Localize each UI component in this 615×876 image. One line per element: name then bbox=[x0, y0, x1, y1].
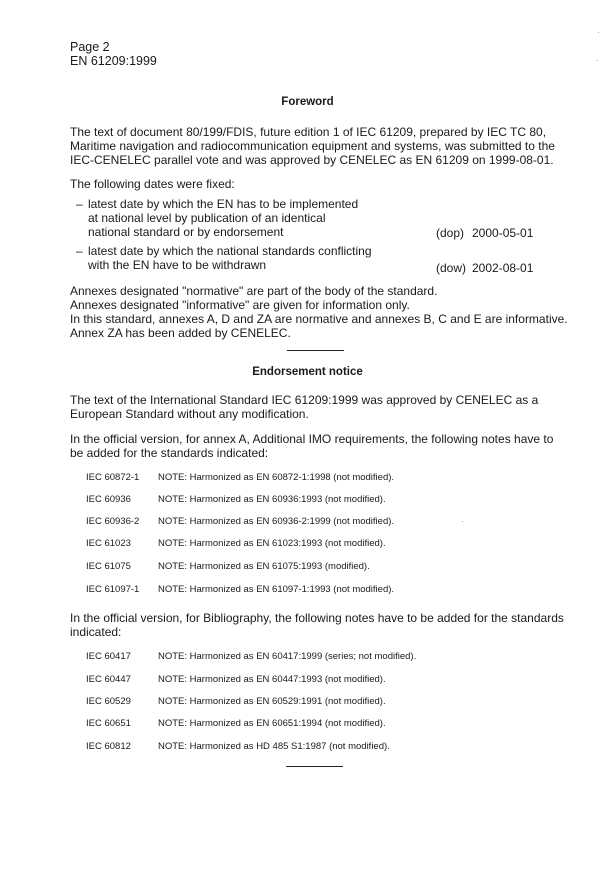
foreword-title: Foreword bbox=[281, 96, 334, 108]
section-divider bbox=[286, 766, 343, 767]
standard-id: IEC 61075 bbox=[86, 561, 131, 572]
date-value-dop: 2000-05-01 bbox=[472, 226, 534, 240]
text-line: Maritime navigation and radiocommunication equipment and systems, was submitted to the bbox=[70, 139, 555, 153]
endorsement-intro bbox=[70, 393, 565, 421]
text-line: Annex ZA has been added by CENELEC. bbox=[70, 326, 291, 340]
scan-mark: · bbox=[596, 56, 599, 65]
text-line: In this standard, annexes A, D and ZA are normative and annexes B, C and E are informative. bbox=[70, 312, 568, 326]
standard-id: IEC 60936 bbox=[86, 494, 131, 505]
text-line: Annexes designated "normative" are part of the body of the standard. bbox=[70, 284, 438, 298]
harmonization-note: NOTE: Harmonized as EN 60872-1:1998 (not modified). bbox=[158, 472, 395, 483]
endorsement-title: Endorsement notice bbox=[252, 366, 363, 378]
date-item-text bbox=[88, 197, 358, 239]
text-line: The text of the International Standard IEC 61209:1999 was approved by CENELEC as a bbox=[70, 393, 539, 407]
dash-bullet: – bbox=[76, 244, 83, 258]
text-line: latest date by which the national standards conflicting bbox=[88, 244, 372, 258]
standard-id: IEC 60651 bbox=[86, 718, 131, 729]
harmonization-note: NOTE: Harmonized as EN 60417:1999 (series; not modified). bbox=[158, 651, 417, 662]
harmonization-note: NOTE: Harmonized as EN 60447:1993 (not modified). bbox=[158, 674, 386, 685]
dash-bullet: – bbox=[76, 197, 83, 211]
text-line: Annexes designated "informative" are given for information only. bbox=[70, 298, 410, 312]
page-number: Page 2 bbox=[70, 40, 110, 54]
section-divider bbox=[287, 350, 344, 351]
standard-id: IEC 60417 bbox=[86, 651, 131, 662]
date-item-text bbox=[88, 244, 372, 272]
document-id: EN 61209:1999 bbox=[70, 54, 157, 68]
text-line: IEC-CENELEC parallel vote and was approved by CENELEC as EN 61209 on 1999-08-01. bbox=[70, 153, 554, 167]
standard-id: IEC 60529 bbox=[86, 696, 131, 707]
harmonization-note: NOTE: Harmonized as EN 61023:1993 (not modified). bbox=[158, 538, 386, 549]
text-line: national standard or by endorsement bbox=[88, 225, 284, 239]
page-header bbox=[70, 40, 157, 68]
standard-id: IEC 61023 bbox=[86, 538, 131, 549]
standard-id: IEC 60812 bbox=[86, 741, 131, 752]
text-line: be added for the standards indicated: bbox=[70, 446, 269, 460]
standard-id: IEC 60936-2 bbox=[86, 516, 140, 527]
scan-mark: · bbox=[597, 28, 600, 37]
text-line: In the official version, for Bibliography, the following notes have to be added for the standards bbox=[70, 611, 564, 625]
harmonization-note: NOTE: Harmonized as EN 60936-2:1999 (not modified). bbox=[158, 516, 395, 527]
bibliography-intro bbox=[70, 611, 565, 639]
text-line: latest date by which the EN has to be implemented bbox=[88, 197, 359, 211]
dates-intro: The following dates were fixed: bbox=[70, 177, 235, 191]
foreword-intro bbox=[70, 125, 565, 167]
standard-id: IEC 60872-1 bbox=[86, 472, 140, 483]
harmonization-note: NOTE: Harmonized as EN 60651:1994 (not modified). bbox=[158, 718, 386, 729]
harmonization-note: NOTE: Harmonized as EN 61097-1:1993 (not modified). bbox=[158, 584, 395, 595]
harmonization-note: NOTE: Harmonized as HD 485 S1:1987 (not modified). bbox=[158, 741, 390, 752]
text-line: at national level by publication of an identical bbox=[88, 211, 326, 225]
text-line: European Standard without any modification. bbox=[70, 407, 309, 421]
text-line: The text of document 80/199/FDIS, future edition 1 of IEC 61209, prepared by IEC TC 80, bbox=[70, 125, 547, 139]
harmonization-note: NOTE: Harmonized as EN 60529:1991 (not modified). bbox=[158, 696, 386, 707]
annex-statement bbox=[70, 284, 568, 340]
text-line: In the official version, for annex A, Additional IMO requirements, the following notes have to bbox=[70, 432, 554, 446]
annex-a-intro bbox=[70, 432, 565, 460]
text-line: indicated: bbox=[70, 625, 122, 639]
text-line: with the EN have to be withdrawn bbox=[88, 258, 267, 272]
date-code-dop: (dop) bbox=[436, 226, 465, 240]
standard-id: IEC 60447 bbox=[86, 674, 131, 685]
standard-id: IEC 61097-1 bbox=[86, 584, 140, 595]
scan-mark: · bbox=[461, 517, 464, 526]
date-value-dow: 2002-08-01 bbox=[472, 261, 534, 275]
harmonization-note: NOTE: Harmonized as EN 60936:1993 (not modified). bbox=[158, 494, 386, 505]
date-code-dow: (dow) bbox=[436, 261, 467, 275]
harmonization-note: NOTE: Harmonized as EN 61075:1993 (modified). bbox=[158, 561, 370, 572]
